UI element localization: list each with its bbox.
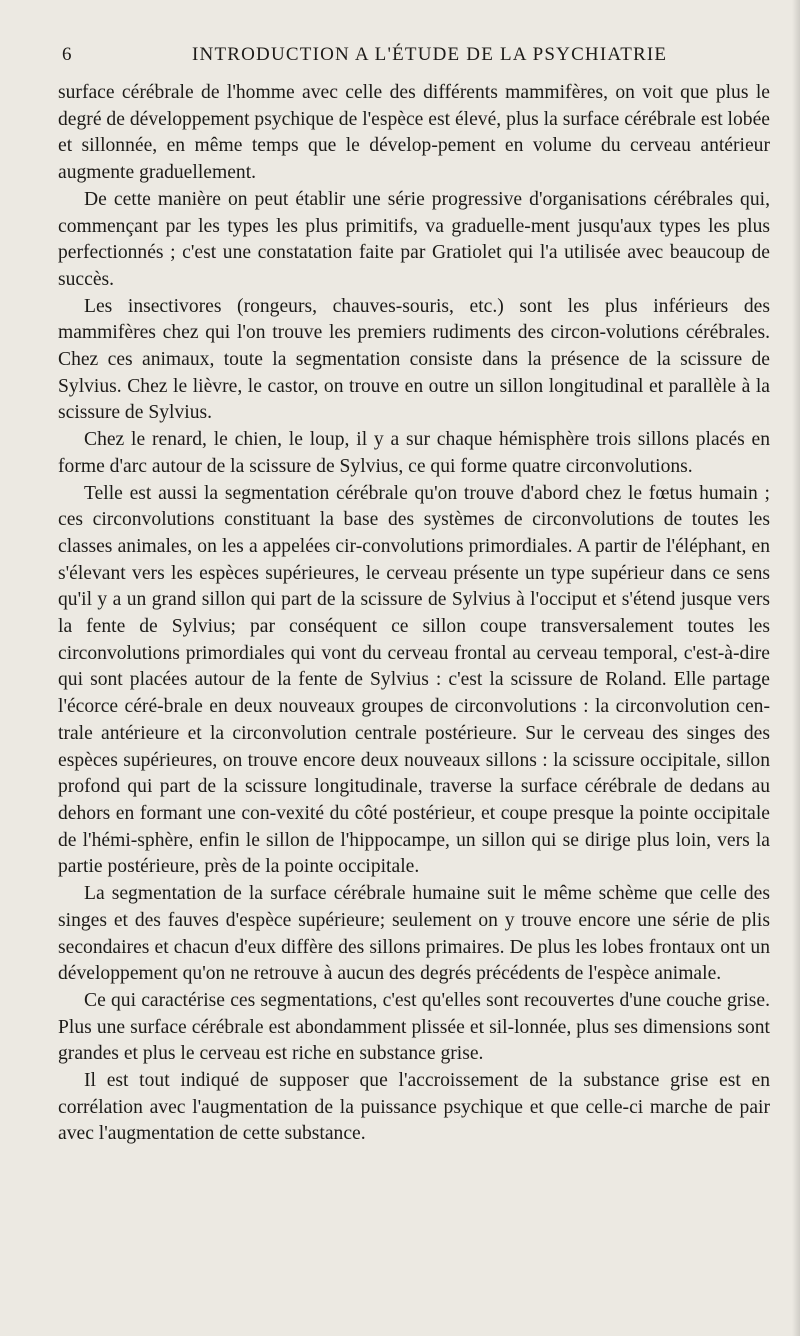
body-text <box>58 80 770 1148</box>
running-title: INTRODUCTION A L'ÉTUDE DE LA PSYCHIATRIE <box>192 44 668 65</box>
paragraph-4: Chez le renard, le chien, le loup, il y a sur chaque hémisphère trois sillons placés en forme d'arc autour de la scissure de Sylvius, ce qui forme quatre circonvolutions. <box>58 429 770 477</box>
paragraph-1: surface cérébrale de l'homme avec celle des différents mammifères, on voit que plus le degré de développement psychique de l'espèce est élevé, plus la surface cérébrale est lobée et sillonnée, en même temps que le dévelop-pement en volume du cerveau antérieur augmente graduellement. <box>58 82 770 184</box>
paragraph-2: De cette manière on peut établir une série progressive d'organisations cérébrales qui, commençant par les types les plus primitifs, va graduelle-ment jusqu'aux types les plus perfectionnés ; c'est une constatation faite par Gratiolet qui l'a utilisée avec beaucoup de succès. <box>58 188 770 290</box>
paragraph-7: Ce qui caractérise ces segmentations, c'est qu'elles sont recouvertes d'une couche grise. Plus une surface cérébrale est abondamment plissée et sil-lonnée, plus ses dimensions sont grandes et plus le cerveau est riche en substance grise. <box>58 989 770 1065</box>
page-number: 6 <box>62 44 73 65</box>
paragraph-3: Les insectivores (rongeurs, chauves-souris, etc.) sont les plus inférieurs des mammifères chez qui l'on trouve les premiers rudiments des circon-volutions cérébrales. Chez ces animaux, toute la segmentation consiste dans la présence de la scissure de Sylvius. Chez le lièvre, le castor, on trouve en outre un sillon longitudinal et parallèle à la scissure de Sylvius. <box>58 295 770 424</box>
page-header <box>58 44 770 66</box>
page-edge-shadow <box>792 0 800 1336</box>
paragraph-5: Telle est aussi la segmentation cérébrale qu'on trouve d'abord chez le fœtus humain ; ces circonvolutions constituant la base des systèmes de circonvolutions de toutes les classes animales, on les a appelées cir-convolutions primordiales. A partir de l'éléphant, en s'élevant vers les espèces supérieures, le cerveau présente un type supérieur dans ce sens qu'il y a un grand sillon qui part de la scissure de Sylvius à l'occiput et s'étend jusque vers la fente de Sylvius; par conséquent ce sillon coupe transversalement toutes les circonvolutions primordiales qui vont du cerveau frontal au cerveau temporal, c'est-à-dire qui sont placées autour de la fente de Sylvius : c'est la scissure de Roland. Elle partage l'écorce céré-brale en deux nouveaux groupes de circonvolutions : la circonvolution cen-trale antérieure et la circonvolution centrale postérieure. Sur le cerveau des singes des espèces supérieures, on trouve encore deux nouveaux sillons : la scissure occipitale, sillon profond qui part de la scissure longitudinale, traverse la surface cérébrale de dedans au dehors en formant une con-vexité du côté postérieur, et coupe presque la pointe occipitale de l'hémi-sphère, enfin le sillon de l'hippocampe, un sillon qui se dirige plus loin, vers la partie postérieure, près de la pointe occipitale. <box>58 482 770 878</box>
paragraph-6: La segmentation de la surface cérébrale humaine suit le même schème que celle des singes et des fauves d'espèce supérieure; seulement on y trouve encore une série de plis secondaires et chacun d'eux diffère des sillons primaires. De plus les lobes frontaux ont un développement qu'on ne retrouve à aucun des degrés précédents de l'espèce animale. <box>58 883 770 985</box>
paragraph-8: Il est tout indiqué de supposer que l'accroissement de la substance grise est en corrélation avec l'augmentation de la puissance psychique et que celle-ci marche de pair avec l'augmentation de cette substance. <box>58 1070 770 1145</box>
